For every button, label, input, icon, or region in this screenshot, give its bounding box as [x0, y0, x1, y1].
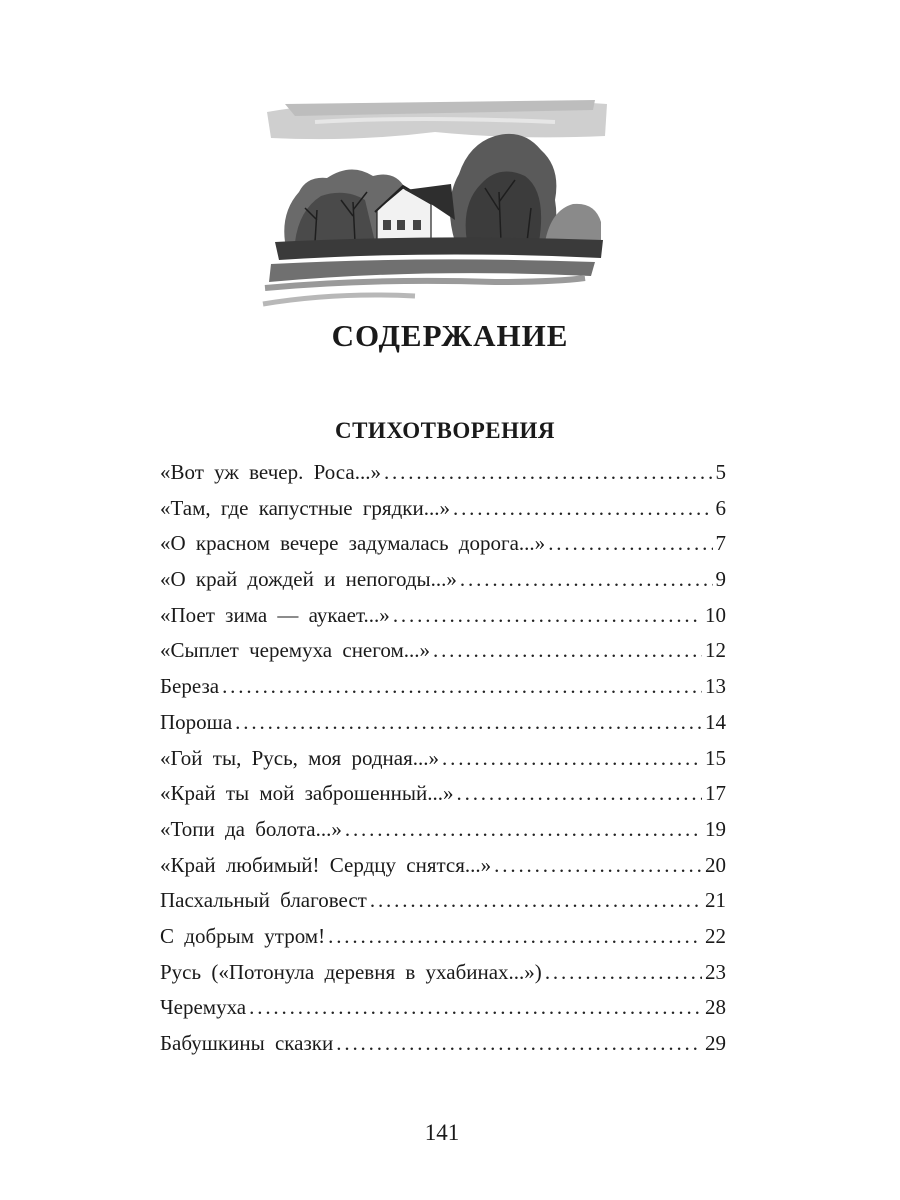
house-among-trees-illustration — [255, 92, 615, 320]
page-title: СОДЕРЖАНИЕ — [331, 318, 569, 353]
toc-entry-page: 17 — [705, 781, 726, 806]
toc-entry-page: 22 — [705, 923, 726, 948]
toc-entry-page: 19 — [705, 816, 726, 841]
toc-entry-title: Русь («Потонула деревня в ухабинах...») — [160, 959, 542, 984]
toc-leader-dots — [370, 883, 702, 919]
toc-entry-title: «О край дождей и непогоды...» — [160, 567, 457, 592]
toc-entry[interactable] — [160, 598, 726, 634]
toc-entry[interactable] — [160, 848, 726, 884]
toc-entry[interactable] — [160, 776, 726, 812]
toc-leader-dots — [235, 705, 702, 741]
toc-entry-title: «О красном вечере задумалась дорога...» — [160, 531, 546, 556]
toc-leader-dots — [336, 1026, 702, 1062]
page-number: 141 — [424, 1120, 460, 1145]
toc-leader-dots — [457, 776, 703, 812]
toc-leader-dots — [453, 491, 713, 527]
toc-entry-title: Пасхальный благовест — [160, 888, 367, 913]
toc-leader-dots — [222, 669, 702, 705]
toc-entry-page: 14 — [705, 709, 726, 734]
toc-entry[interactable] — [160, 633, 726, 669]
toc-leader-dots — [433, 633, 702, 669]
toc-entry-title: «Сыплет черемуха снегом...» — [160, 638, 430, 663]
toc-entry[interactable] — [160, 491, 726, 527]
toc-leader-dots — [545, 955, 702, 991]
toc-entry-page: 20 — [705, 852, 726, 877]
toc-entry[interactable] — [160, 455, 726, 491]
toc-entry-page: 5 — [715, 460, 726, 484]
toc-entry-title: «Топи да болота...» — [160, 816, 342, 841]
toc-entry-title: «Гой ты, Русь, моя родная...» — [160, 745, 439, 770]
toc-leader-dots — [460, 562, 713, 598]
toc-entry-title: Пороша — [160, 709, 233, 734]
toc-entry[interactable] — [160, 669, 726, 705]
toc-entry-page: 12 — [705, 638, 726, 663]
toc-entry-title: «Поет зима — аукает...» — [160, 602, 390, 627]
toc-entry[interactable] — [160, 990, 726, 1026]
toc-leader-dots — [548, 526, 712, 562]
table-of-contents — [160, 455, 726, 1062]
toc-leader-dots — [442, 741, 702, 777]
toc-entry[interactable] — [160, 955, 726, 991]
toc-entry-title: Бабушкины сказки — [160, 1031, 334, 1055]
toc-entry-page: 13 — [705, 674, 726, 699]
toc-entry-page: 15 — [705, 745, 726, 770]
toc-entry-title: Береза — [160, 674, 220, 699]
toc-entry[interactable] — [160, 883, 726, 919]
toc-entry-title: «Край любимый! Сердцу снятся...» — [160, 852, 492, 877]
toc-entry[interactable] — [160, 526, 726, 562]
toc-leader-dots — [393, 598, 702, 634]
toc-entry[interactable] — [160, 919, 726, 955]
toc-entry-title: Черемуха — [160, 995, 247, 1020]
toc-entry-page: 23 — [705, 959, 726, 984]
toc-leader-dots — [494, 848, 702, 884]
toc-entry[interactable] — [160, 741, 726, 777]
toc-entry-page: 29 — [705, 1031, 726, 1055]
toc-entry-page: 6 — [715, 495, 726, 520]
toc-leader-dots — [328, 919, 702, 955]
toc-entry-title: «Там, где капустные грядки...» — [160, 495, 450, 520]
toc-entry-page: 9 — [715, 567, 726, 592]
toc-leader-dots — [345, 812, 702, 848]
toc-entry[interactable] — [160, 1026, 726, 1062]
toc-entry-title: С добрым утром! — [160, 923, 326, 948]
toc-entry-page: 28 — [705, 995, 726, 1020]
section-title: СТИХОТВОРЕНИЯ — [334, 418, 556, 443]
toc-entry-page: 21 — [705, 888, 726, 913]
toc-entry-title: «Край ты мой заброшенный...» — [160, 781, 454, 806]
toc-entry[interactable] — [160, 562, 726, 598]
toc-entry-page: 7 — [715, 531, 726, 556]
toc-leader-dots — [249, 990, 702, 1026]
toc-entry-title: «Вот уж вечер. Роса...» — [160, 460, 381, 484]
toc-leader-dots — [384, 455, 713, 491]
toc-entry-page: 10 — [705, 602, 726, 627]
toc-entry[interactable] — [160, 812, 726, 848]
toc-entry[interactable] — [160, 705, 726, 741]
